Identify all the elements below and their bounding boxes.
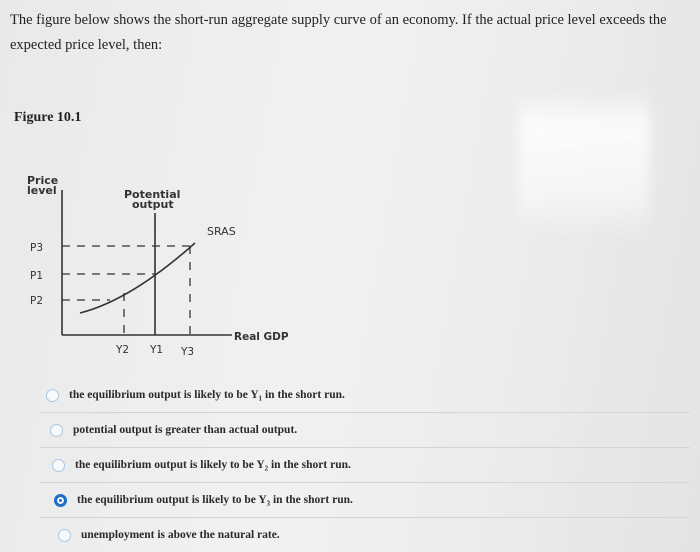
screen-glare bbox=[518, 88, 650, 238]
y-axis-label-line2: level bbox=[27, 184, 57, 197]
answer-option-2[interactable] bbox=[40, 413, 690, 448]
sras-label: SRAS bbox=[207, 225, 236, 238]
sras-curve bbox=[80, 243, 195, 313]
y-axis-label-line1: Price bbox=[27, 174, 59, 187]
potential-label-line2: output bbox=[132, 198, 174, 211]
answer-option-5[interactable] bbox=[40, 518, 690, 552]
radio-button[interactable] bbox=[46, 389, 59, 402]
answer-option-3[interactable] bbox=[40, 448, 690, 483]
question-text: The figure below shows the short-run aggregate supply curve of an economy. If the actual price level exceeds the expected price level, then: bbox=[10, 12, 667, 53]
radio-button[interactable] bbox=[58, 529, 71, 542]
potential-label-line1: Potential bbox=[124, 188, 181, 201]
answer-choices bbox=[40, 378, 690, 552]
y2-label: Y2 bbox=[116, 344, 130, 356]
radio-button[interactable] bbox=[50, 424, 63, 437]
answer-text: the equilibrium output is likely to be Y₂ in the short run. bbox=[75, 459, 351, 471]
answer-text: the equilibrium output is likely to be Y₁ in the short run. bbox=[69, 389, 345, 401]
y3-label: Y3 bbox=[181, 346, 195, 358]
y1-label: Y1 bbox=[150, 344, 164, 356]
answer-text: the equilibrium output is likely to be Y₃ in the short run. bbox=[77, 494, 353, 506]
sras-figure bbox=[0, 165, 330, 365]
radio-button-selected[interactable] bbox=[54, 494, 67, 507]
answer-option-1[interactable] bbox=[40, 378, 690, 413]
answer-text: potential output is greater than actual output. bbox=[73, 424, 298, 436]
figure-label: Figure 10.1 bbox=[14, 110, 82, 125]
radio-button[interactable] bbox=[52, 459, 65, 472]
x-axis-label: Real GDP bbox=[234, 331, 289, 343]
p3-label: P3 bbox=[30, 242, 44, 254]
p1-label: P1 bbox=[30, 270, 44, 282]
sras-graph bbox=[0, 165, 330, 365]
answer-option-4[interactable] bbox=[40, 483, 690, 518]
answer-text: unemployment is above the natural rate. bbox=[81, 529, 280, 541]
p2-label: P2 bbox=[30, 295, 44, 307]
